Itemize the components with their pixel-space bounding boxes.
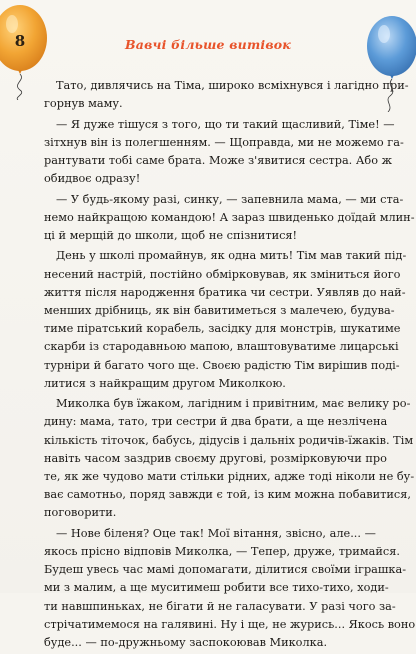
text-line: ми з малим, а ще муситимеш робити все тихо-тихо, ходи- bbox=[44, 581, 389, 595]
paragraph bbox=[44, 525, 416, 652]
body-text bbox=[44, 77, 416, 654]
text-line: литися з найкращим другом Миколкою. bbox=[44, 376, 286, 390]
text-line: ває самотньо, поряд завжди є той, із ким можна побавитися, bbox=[44, 488, 411, 502]
text-line: рантувати тобі саме брата. Може з'явитися сестра. Або ж bbox=[44, 154, 392, 167]
paragraph bbox=[44, 247, 407, 393]
text-line: дину: мама, тато, три сестри й два брати, а ще незлічена bbox=[44, 415, 388, 429]
text-line: обидвоє одразу! bbox=[44, 172, 141, 186]
paragraph bbox=[44, 191, 415, 246]
text-line: Миколка був їжаком, лагідним і привітним, має велику ро- bbox=[56, 397, 411, 411]
text-line: День у школі промайнув, як одна мить! Тім мав такий під- bbox=[56, 249, 407, 263]
text-line: ці й мерщій до школи, щоб не спізнитися! bbox=[44, 229, 298, 242]
paragraph bbox=[44, 116, 404, 189]
text-line: поговорити. bbox=[44, 506, 117, 520]
text-line: ти навшпиньках, не бігати й не галасувати. У разі чого за- bbox=[44, 599, 396, 613]
paragraph bbox=[44, 77, 409, 113]
paragraph bbox=[44, 395, 415, 522]
text-line: життя після народження братика чи сестри. Уявляв до най- bbox=[44, 285, 406, 299]
page-number: 8 bbox=[14, 32, 26, 50]
text-line: те, як же чудово мати стільки рідних, адже тоді ніколи не бу- bbox=[44, 470, 415, 484]
text-line: якось прісно відповів Миколка, — Тепер, друже, тримайся. bbox=[44, 545, 400, 559]
text-line: горнув маму. bbox=[44, 97, 123, 111]
text-line: несений настрій, постійно обмірковував, як зміниться його bbox=[44, 267, 401, 281]
text-line: скарби із стародавньою мапою, влаштовуватиме лицарські bbox=[44, 340, 399, 354]
text-line: навіть часом заздрив своєму другові, розмірковуючи про bbox=[44, 451, 387, 465]
text-line: буде... — по-дружньому заспокоював Миколка. bbox=[44, 636, 328, 650]
text-line: тиме піратський корабель, засідку для монстрів, шукатиме bbox=[44, 322, 401, 336]
running-header: Вавчі більше витівок bbox=[125, 37, 291, 52]
text-line: немо найкращою командою! А зараз швиденько доїдай млин- bbox=[44, 210, 415, 224]
text-line: зітхнув він із полегшенням. — Щоправда, ми не можемо га- bbox=[44, 135, 404, 149]
blue-balloon-icon bbox=[362, 12, 416, 112]
text-line: Тато, дивлячись на Тіма, широко всміхнувся і лагідно при- bbox=[56, 79, 409, 92]
text-line: турніри й багато чого ще. Своєю радістю Тім вирішив поді- bbox=[44, 358, 400, 372]
text-line: — Я дуже тішуся з того, що ти такий щасливий, Тіме! — bbox=[56, 117, 395, 131]
text-line: — Нове біленя? Оце так! Мої вітання, звісно, але... — bbox=[56, 526, 376, 540]
text-line: — У будь-якому разі, синку, — запевнила мама, — ми ста- bbox=[56, 192, 404, 206]
text-line: менших дрібниць, як він бавитиметься з малечею, будува- bbox=[44, 304, 395, 317]
text-line: Будеш увесь час мамі допомагати, ділитися своїми іграшка- bbox=[44, 563, 407, 577]
text-line: кількість тіточок, бабусь, дідусів і дальніх родичів-їжаків. Тім bbox=[44, 433, 414, 447]
text-line: стрічатимемося на галявині. Ну і ще, не журись... Якось воно bbox=[44, 617, 416, 631]
